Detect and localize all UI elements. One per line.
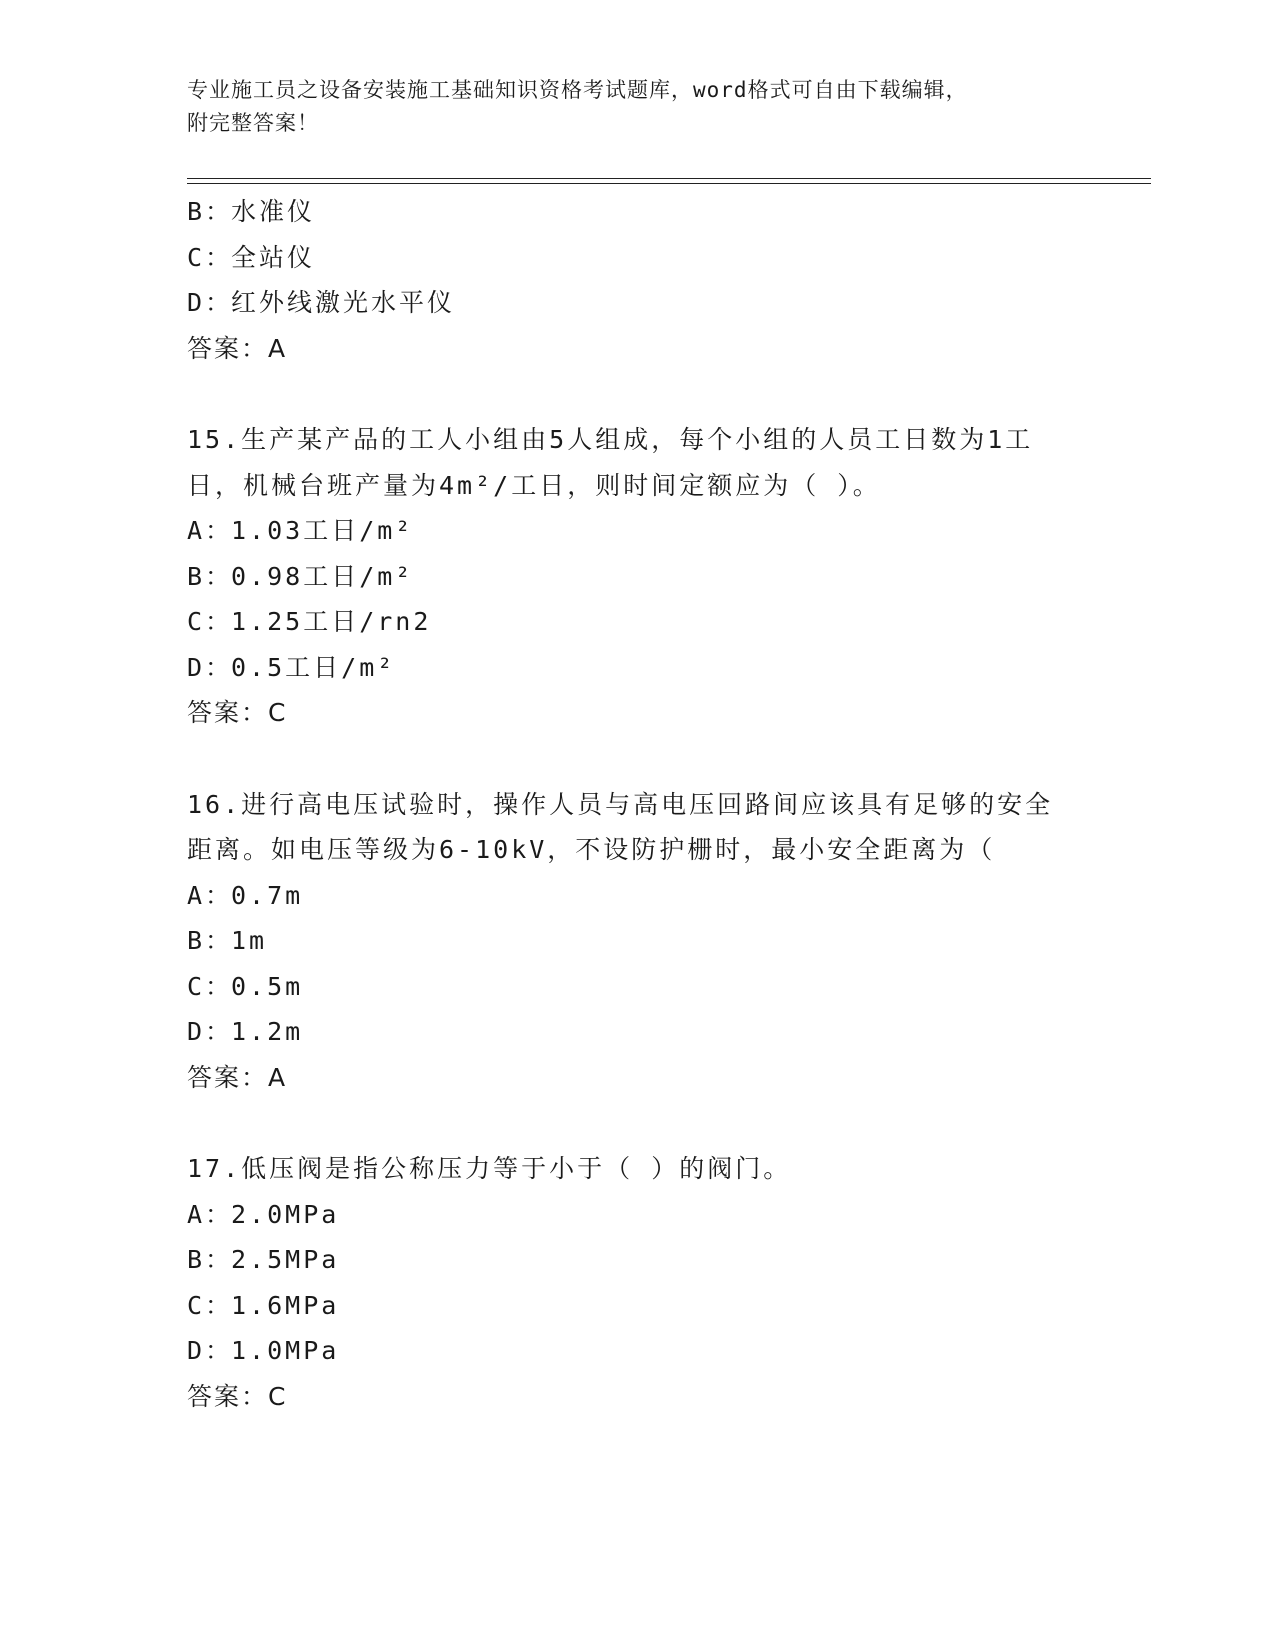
option-b: B：1m xyxy=(187,926,268,955)
option-d: D：0.5工日/m² xyxy=(187,652,396,682)
question-16 xyxy=(187,782,1087,1101)
answer-line: 答案：C xyxy=(187,1381,288,1411)
option-a: A：2.0MPa xyxy=(187,1199,340,1229)
option-b: B：水准仪 xyxy=(187,197,316,226)
header-rule-top xyxy=(187,178,1151,179)
option-d: D：红外线激光水平仪 xyxy=(187,288,456,317)
option-c: C：0.5m xyxy=(187,971,304,1001)
header-line-1: 专业施工员之设备安装施工基础知识资格考试题库，word格式可自由下载编辑， xyxy=(187,78,968,102)
option-a: A：1.03工日/m² xyxy=(187,516,414,545)
option-b: B：0.98工日/m² xyxy=(187,561,414,591)
question-stem-line-2: 日，机械台班产量为4m²/工日，则时间定额应为（ ）。 xyxy=(187,470,881,500)
question-stem-line-1: 17.低压阀是指公称压力等于小于（ ）的阀门。 xyxy=(187,1154,792,1183)
header-rule-bottom xyxy=(187,183,1151,184)
document-header xyxy=(187,74,1087,140)
option-d: D：1.0MPa xyxy=(187,1336,340,1365)
question-stem-line-2: 距离。如电压等级为6-10kV，不设防护栅时，最小安全距离为（ xyxy=(187,835,996,864)
answer-line: 答案：A xyxy=(187,1062,288,1092)
option-a: A：0.7m xyxy=(187,880,304,910)
header-line-2: 附完整答案！ xyxy=(187,111,319,135)
option-c: C：1.6MPa xyxy=(187,1290,340,1320)
question-list xyxy=(187,189,1087,1419)
answer-line: 答案：C xyxy=(187,698,288,727)
answer-line: 答案：A xyxy=(187,333,288,363)
option-c: C：1.25工日/rn2 xyxy=(187,607,432,636)
question-stem-line-1: 16.进行高电压试验时，操作人员与高电压回路间应该具有足够的安全 xyxy=(187,789,1054,819)
question-stem-line-1: 15.生产某产品的工人小组由5人组成，每个小组的人员工日数为1工 xyxy=(187,425,1034,454)
option-d: D：1.2m xyxy=(187,1017,304,1046)
option-b: B：2.5MPa xyxy=(187,1245,340,1274)
question-17 xyxy=(187,1146,1087,1419)
option-c: C：全站仪 xyxy=(187,242,316,272)
question-14-continuation xyxy=(187,189,1087,371)
question-15 xyxy=(187,417,1087,736)
